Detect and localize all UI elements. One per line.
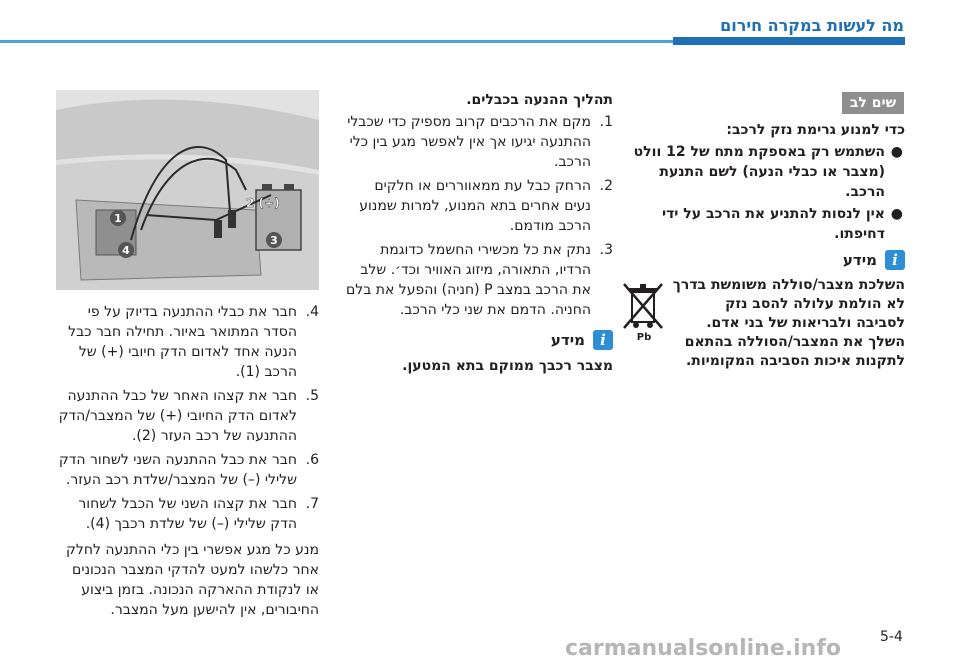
page-title: מה לעשות במקרה חירום: [720, 16, 904, 35]
step-number: 2.: [599, 178, 613, 194]
recycle-text: השלכת מצבר/סוללה משומשת בדרך לא הולמת עלולה להסב נזק לסביבה ולבריאות של בני אדם. השלך את המצבר/הסוללה בהתאם לתקנות איכות הסביבה המקומיות.: [672, 277, 905, 369]
caution-bullet-text: אין לנסות להתניע את הרכב על ידי דחיפתו.: [661, 206, 885, 242]
info-icon: i: [885, 250, 905, 270]
info-label: מידע: [842, 251, 877, 269]
callout-2: 2 (+): [246, 196, 280, 210]
header-rule-accent: [673, 37, 905, 45]
callout-4: 4: [122, 244, 130, 257]
step-number: 1.: [599, 114, 613, 130]
caution-bullet-text: השתמש רק באספקת מתח של 12 וולט (מצבר או כבלי הנעה) לשם התנעת הרכב.: [633, 144, 885, 200]
step-number: 4.: [305, 304, 319, 320]
procedure-step-4: [56, 302, 319, 382]
svg-text:Pb: Pb: [636, 332, 652, 342]
contact-warning-text: מנע כל מגע אפשרי בין כלי ההתנעה לחלק אחר כלשהו למעט להדקי המצבר הנכונים או לנקודת ההארקה הנכונה. בזמן ביצוע החיבורים, אין להישען מעל המצבר.: [65, 542, 319, 618]
step-number: 7.: [305, 496, 319, 512]
step-text: חבר את קצהו השני של הכבל לשחור הדק שלילי (–) של שלדת רכבך (4).: [78, 496, 297, 532]
bullet-icon: ●: [890, 206, 903, 222]
step-text: חבר את כבלי ההתנעה בדיוק על פי הסדר המתואר באיור. תחילה חבר כבל הנעה אחד לאדום הדק חיובי (+) של הרכב (1).: [68, 304, 297, 380]
procedure-step-2: [345, 176, 613, 236]
battery-location-text: מצבר רכבך ממוקם בתא המטען.: [402, 358, 613, 374]
step-text: מקם את הרכבים קרוב מספיק כדי שכבלי ההתנעה יגיעו אך אין לאפשר מגע בין כלי הרכב.: [347, 114, 591, 170]
caution-label: שים לב: [842, 92, 904, 114]
caution-intro: כדי למנוע גרימת נזק לרכב:: [726, 122, 905, 138]
step-number: 6.: [305, 452, 319, 468]
recycle-block: [620, 276, 905, 371]
info-label: מידע: [550, 331, 585, 349]
step-number: 3.: [599, 242, 613, 258]
info-header-recycle: [620, 250, 905, 270]
callout-1: 1: [114, 212, 122, 225]
watermark: carmanualsonline.info: [565, 636, 841, 661]
step-number: 5.: [305, 388, 319, 404]
callout-3: 3: [270, 234, 278, 247]
info-icon: i: [593, 330, 613, 350]
procedure-title: תהליך ההנעה בכבלים.: [466, 92, 613, 108]
procedure-step-6: [56, 450, 319, 490]
page-number: 5-4: [880, 629, 903, 645]
step-text: חבר את קצהו האחר של כבל ההתנעה לאדום הדק החיובי (+) של המצבר/הדק ההתנעה של רכב העזר (2).: [58, 388, 297, 444]
caution-bullet-2: [620, 204, 905, 244]
procedure-continued: [56, 302, 319, 620]
procedure-step-3: [345, 240, 613, 320]
procedure-section: [345, 90, 613, 376]
info-header-battery: [345, 330, 613, 350]
trunk-illustration: [56, 90, 319, 290]
procedure-step-7: [56, 494, 319, 534]
bullet-icon: ●: [890, 144, 903, 160]
caution-bullet-1: [620, 142, 905, 202]
procedure-step-5: [56, 386, 319, 446]
step-text: נתק את כל מכשירי החשמל כדוגמת הרדיו, התאורה, מיזוג האוויר וכד׳. שלב את הרכב במצב P (חניה) והפעל את בלם החניה. הדמם את שני כלי הרכב.: [345, 242, 591, 318]
caution-section: [620, 120, 905, 371]
step-text: חבר את כבל ההתנעה השני לשחור הדק שלילי (–) של המצבר/שלדת רכב העזר.: [58, 452, 297, 488]
jump-start-figure: [56, 90, 319, 290]
crossed-bin-icon: [620, 280, 668, 342]
step-text: הרחק כבל עת ממאווררים או חלקים נעים אחרים בתא המנוע, למרות שמנוע הרכב מודמם.: [359, 178, 591, 234]
procedure-step-1: [345, 112, 613, 172]
